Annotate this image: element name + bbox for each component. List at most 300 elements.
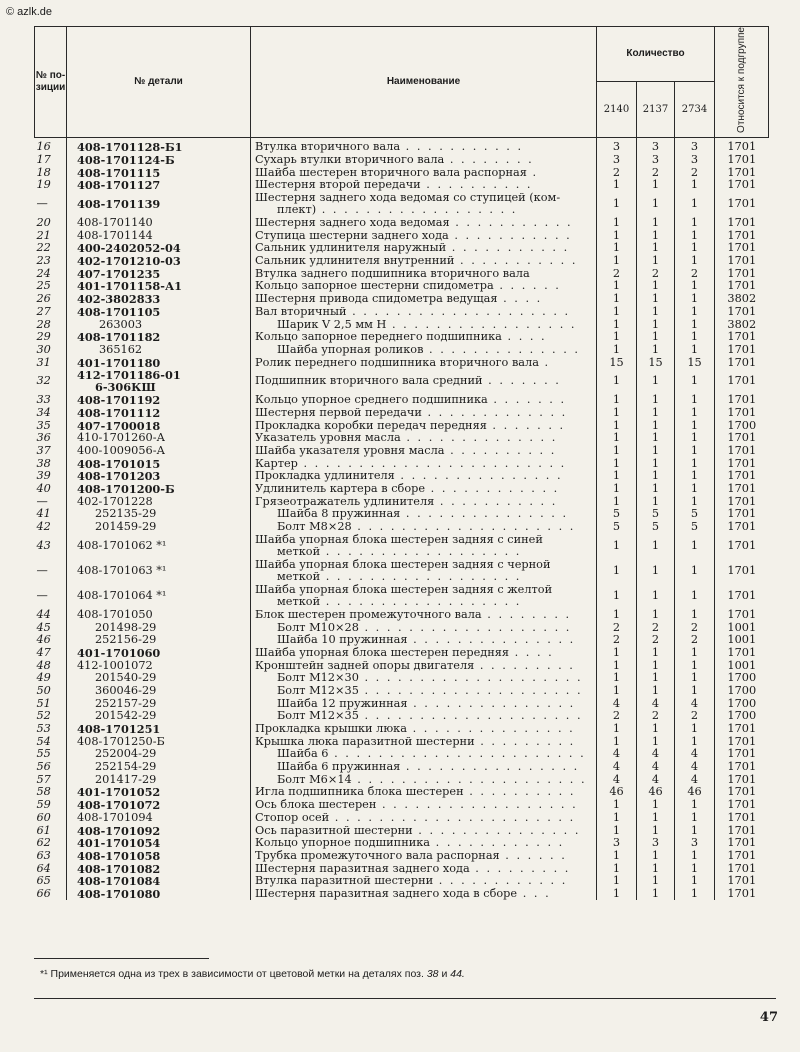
quantity-2137: 15 (637, 356, 675, 369)
quantity-2734: 46 (675, 786, 715, 799)
position-cell: 19 (36, 179, 51, 192)
leader-dots: . . . . . . . (486, 419, 566, 432)
subgroup-cell: 1701 (715, 356, 769, 369)
bearing-code: 6-306КШ (95, 380, 156, 394)
quantity-2140: 1 (597, 647, 637, 660)
part-number-cell: 407-1701235 (67, 267, 251, 280)
position-cell: 47 (36, 646, 51, 659)
part-name-cell (251, 888, 597, 901)
leader-dots: . . . . . . . . . . . . . . . . . . (316, 203, 518, 217)
table-row (35, 748, 769, 761)
part-name-cell (251, 369, 597, 394)
table-row (35, 824, 769, 837)
leader-dots: . . . . . . . . . . . . (433, 874, 568, 888)
part-name-cell (251, 723, 597, 736)
part-name: Шайба шестерен вторичного вала распорная (255, 166, 527, 179)
table-row (35, 786, 769, 799)
table-row (35, 407, 769, 420)
part-name-line2: меткой (277, 595, 321, 608)
subgroup-cell: 1701 (715, 647, 769, 660)
leader-dots: . . . . . . . . . . . . . . . . . . . . . . . . (297, 457, 567, 470)
table-row (35, 735, 769, 748)
quantity-2140: 1 (597, 318, 637, 331)
table-row (35, 621, 769, 634)
part-number-cell: 365162 (67, 344, 251, 357)
part-number-cell: 408-1701139 (67, 192, 251, 217)
leader-dots: . . . . . . . . . (474, 659, 575, 672)
quantity-2140: 1 (597, 445, 637, 458)
position-cell: 50 (36, 684, 51, 697)
quantity-2140: 1 (597, 419, 637, 432)
quantity-2137: 1 (637, 685, 675, 698)
part-number-cell: 408-1701058 (67, 850, 251, 863)
quantity-2734: 2 (675, 166, 715, 179)
part-name-cell (251, 621, 597, 634)
part-name: Трубка промежуточного вала распорная (255, 849, 500, 862)
position-cell: 46 (36, 633, 51, 647)
position-cell: 35 (36, 419, 51, 432)
quantity-2137: 5 (637, 521, 675, 534)
subgroup-cell: 3802 (715, 318, 769, 331)
subgroup-cell: 1701 (715, 229, 769, 242)
quantity-2137: 1 (637, 445, 675, 458)
part-name: Ось блока шестерен (255, 798, 377, 812)
quantity-2140: 1 (597, 875, 637, 888)
leader-dots: . . . . . . . . . (474, 735, 576, 748)
quantity-2137: 1 (637, 255, 675, 268)
quantity-2140: 1 (597, 217, 637, 230)
quantity-2734: 4 (675, 748, 715, 761)
quantity-2734: 1 (675, 419, 715, 432)
leader-dots: . . . . . . . . . . . (446, 242, 570, 255)
quantity-2140: 1 (597, 723, 637, 736)
leader-dots: . . . . . . . . . . . . . . . . . . . . (358, 684, 583, 697)
position-cell: 57 (36, 773, 51, 786)
part-name: Кольцо запорное шестерни спидометра (255, 280, 494, 293)
part-name-cell (251, 634, 597, 647)
part-number-cell: 408-1701192 (67, 394, 251, 407)
part-number-cell: 201540-29 (67, 672, 251, 685)
part-number-cell: 408-1701092 (67, 824, 251, 837)
table-row (35, 306, 769, 319)
position-cell: 48 (36, 659, 51, 672)
header-subgroup: Относится к подгруппе (715, 27, 769, 138)
subgroup-cell: 1701 (715, 154, 769, 167)
leader-dots: . (526, 166, 539, 179)
subgroup-cell: 1701 (715, 166, 769, 179)
part-name-cell (251, 356, 597, 369)
part-name: Шестерня второй передачи (255, 179, 421, 192)
quantity-2137: 1 (637, 394, 675, 407)
leader-dots: . . . . . . . . . . . . . . . . . . . . (358, 671, 583, 685)
quantity-2140: 4 (597, 748, 637, 761)
quantity-2140: 1 (597, 407, 637, 420)
part-name: Шестерня паразитная заднего хода в сборе (255, 887, 518, 900)
part-number-cell: 408-1701251 (67, 723, 251, 736)
leader-dots: . (538, 356, 551, 369)
table-row (35, 318, 769, 331)
part-number-cell: 407-1700018 (67, 419, 251, 432)
quantity-2734: 1 (675, 799, 715, 812)
position-cell: 29 (36, 330, 51, 344)
quantity-2140: 1 (597, 483, 637, 496)
part-number-cell: 408-1701250-Б (67, 735, 251, 748)
leader-dots: . . . . . . . . . . . . . . . (406, 722, 575, 736)
part-name-cell (251, 521, 597, 534)
header-position: № по-зиции (35, 27, 67, 138)
quantity-2137: 2 (637, 267, 675, 280)
subgroup-cell: 1701 (715, 267, 769, 280)
parts-table-body (35, 137, 769, 900)
position-cell: 62 (36, 836, 51, 850)
part-number-cell: 400-1009056-А (67, 445, 251, 458)
subgroup-cell: 1701 (715, 534, 769, 559)
quantity-2137: 1 (637, 850, 675, 863)
quantity-2137: 1 (637, 584, 675, 609)
part-name-cell (251, 445, 597, 458)
leader-dots: . . . . . . . . . . . (400, 140, 524, 154)
position-cell: 66 (36, 887, 51, 900)
table-row (35, 495, 769, 508)
part-name-continuation (255, 596, 596, 608)
part-name: Прокладка коробки передач передняя (255, 419, 487, 432)
part-name: Шестерня первой передачи (255, 406, 422, 419)
table-row (35, 812, 769, 825)
table-row (35, 369, 769, 394)
quantity-2140: 1 (597, 862, 637, 875)
page-bottom-rule (34, 998, 776, 999)
part-name: Игла подшипника блока шестерен (255, 786, 464, 799)
quantity-2734: 4 (675, 697, 715, 710)
quantity-2140: 1 (597, 735, 637, 748)
part-name: Прокладка крышки люка (255, 722, 407, 736)
leader-dots: . . . . . . . . . . (463, 786, 576, 799)
quantity-2140: 1 (597, 672, 637, 685)
subgroup-cell: 1701 (715, 786, 769, 799)
part-name: Грязеотражатель удлинителя (255, 495, 435, 508)
quantity-2140: 1 (597, 394, 637, 407)
quantity-2734: 1 (675, 685, 715, 698)
part-number-cell: 201417-29 (67, 773, 251, 786)
table-row (35, 267, 769, 280)
quantity-2140: 2 (597, 267, 637, 280)
quantity-2734: 3 (675, 154, 715, 167)
table-row (35, 584, 769, 609)
quantity-2137: 1 (637, 534, 675, 559)
part-number-cell: 400-2402052-04 (67, 242, 251, 255)
quantity-2137: 1 (637, 799, 675, 812)
quantity-2137: 1 (637, 407, 675, 420)
part-name: Шайба упорная блока шестерен задняя с желтой (255, 583, 553, 596)
leader-dots: . . . . . . . . . . . . . . . . . . . . (351, 520, 576, 534)
quantity-2140: 1 (597, 799, 637, 812)
position-cell: 25 (36, 280, 51, 293)
part-name: Болт М12×30 (277, 671, 359, 685)
part-name: Втулка паразитной шестерни (255, 874, 434, 888)
quantity-2140: 1 (597, 685, 637, 698)
part-number-cell: 252157-29 (67, 697, 251, 710)
position-cell: 32 (36, 374, 51, 388)
part-number-cell: 252154-29 (67, 761, 251, 774)
subgroup-cell: 1701 (715, 280, 769, 293)
part-number-cell: 252004-29 (67, 748, 251, 761)
position-cell: 52 (36, 710, 51, 723)
quantity-2734: 1 (675, 179, 715, 192)
table-row (35, 217, 769, 230)
leader-dots: . . . . . . . . (444, 153, 534, 166)
quantity-2140: 1 (597, 888, 637, 901)
position-cell: 45 (36, 621, 51, 634)
leader-dots: . . . . . . . . . . . . . . . (400, 508, 569, 521)
position-cell: 39 (36, 470, 51, 483)
leader-dots: . . . . . . . . . . . . . . . (412, 824, 581, 837)
subgroup-cell: 1701 (715, 799, 769, 812)
quantity-2137: 1 (637, 659, 675, 672)
position-cell: 58 (36, 786, 51, 799)
position-cell: — (36, 495, 48, 508)
part-name-cell (251, 457, 597, 470)
quantity-2734: 1 (675, 812, 715, 825)
table-row (35, 559, 769, 584)
quantity-2734: 1 (675, 394, 715, 407)
header-name: Наименование (251, 27, 597, 138)
position-cell: 53 (36, 722, 51, 736)
subgroup-cell: 1701 (715, 850, 769, 863)
quantity-2734: 1 (675, 470, 715, 483)
part-name: Вал вторичный (255, 305, 347, 318)
subgroup-cell: 1701 (715, 394, 769, 407)
position-cell: 42 (36, 520, 51, 534)
subgroup-cell: 1701 (715, 255, 769, 268)
header-model-2137: 2137 (637, 82, 675, 137)
position-cell: 20 (36, 216, 51, 230)
subgroup-cell: 1700 (715, 710, 769, 723)
part-name: Шайба упорная блока шестерен задняя с синей (255, 533, 543, 546)
part-name: Ступица шестерни заднего хода (255, 229, 449, 242)
part-name: Шайба упорная блока шестерен передняя (255, 646, 509, 659)
leader-dots: . . . . . . . . . . . . . . . . . . (320, 595, 522, 608)
position-cell: 28 (36, 318, 51, 331)
part-name: Шарик V 2,5 мм Н (277, 318, 387, 331)
subgroup-cell: 1701 (715, 137, 769, 153)
part-name-cell (251, 534, 597, 559)
quantity-2140: 1 (597, 609, 637, 622)
leader-dots: . . . . . . . . . . . . . . (400, 432, 558, 445)
leader-dots: . . . . . . . . . . . . . . . (407, 697, 576, 710)
subgroup-cell: 1701 (715, 306, 769, 319)
subgroup-cell: 1701 (715, 748, 769, 761)
position-cell: 31 (36, 356, 51, 369)
quantity-2140: 1 (597, 344, 637, 357)
part-name: Кронштейн задней опоры двигателя (255, 659, 475, 672)
part-name-cell (251, 697, 597, 710)
part-name-cell (251, 255, 597, 268)
quantity-2137: 1 (637, 293, 675, 306)
leader-dots: . . . . . . . . . . . (449, 216, 573, 230)
quantity-2137: 1 (637, 723, 675, 736)
quantity-2734: 1 (675, 432, 715, 445)
part-name-cell (251, 483, 597, 496)
part-name-cell (251, 773, 597, 786)
leader-dots: . . . . . . . . . . (420, 179, 533, 192)
table-row (35, 457, 769, 470)
part-name-cell (251, 875, 597, 888)
quantity-2137: 1 (637, 179, 675, 192)
part-name-cell (251, 559, 597, 584)
quantity-2734: 1 (675, 242, 715, 255)
quantity-2734: 15 (675, 356, 715, 369)
leader-dots: . . . . . . . . . . . . . (421, 406, 568, 419)
part-name-cell (251, 280, 597, 293)
quantity-2137: 1 (637, 495, 675, 508)
table-row (35, 229, 769, 242)
quantity-2734: 1 (675, 280, 715, 293)
leader-dots: . . . . . . (499, 849, 567, 862)
leader-dots: . . . . . . . . . . . . . . . . . . . . . (351, 773, 587, 786)
part-number-cell: 402-1701228 (67, 495, 251, 508)
quantity-2140: 4 (597, 697, 637, 710)
quantity-2734: 1 (675, 672, 715, 685)
table-row (35, 672, 769, 685)
part-name-cell (251, 647, 597, 660)
part-name-cell (251, 137, 597, 153)
part-name: Ролик переднего подшипника вторичного вала (255, 356, 539, 369)
subgroup-cell: 1701 (715, 723, 769, 736)
quantity-2140: 1 (597, 306, 637, 319)
position-cell: 36 (36, 432, 51, 445)
table-row (35, 432, 769, 445)
table-row (35, 888, 769, 901)
footnote-divider (34, 958, 209, 959)
part-number-cell: 408-1701128-Б1 (67, 137, 251, 153)
quantity-2734: 3 (675, 137, 715, 153)
quantity-2137: 1 (637, 824, 675, 837)
part-name-cell (251, 862, 597, 875)
quantity-2734: 1 (675, 445, 715, 458)
position-cell: 21 (36, 229, 51, 242)
part-name-cell (251, 318, 597, 331)
subgroup-cell: 1701 (715, 862, 769, 875)
leader-dots: . . . . . . . . . . . (434, 495, 558, 508)
quantity-2137: 1 (637, 280, 675, 293)
leader-dots: . . . . . . . . . . . . . . . (394, 470, 563, 483)
leader-dots: . . . . . . . (487, 393, 567, 407)
part-name: Шестерня заднего хода ведомая (255, 216, 450, 230)
part-name: Шестерня привода спидометра ведущая (255, 292, 498, 306)
part-number-cell: 408-1701140 (67, 217, 251, 230)
quantity-2734: 1 (675, 609, 715, 622)
quantity-2140: 46 (597, 786, 637, 799)
table-row (35, 166, 769, 179)
part-name-cell (251, 229, 597, 242)
quantity-2137: 2 (637, 710, 675, 723)
part-name: Подшипник вторичного вала средний (255, 374, 483, 388)
quantity-2734: 5 (675, 508, 715, 521)
leader-dots: . . . . . . . . . . (444, 444, 557, 458)
header-quantity: Количество (597, 27, 715, 82)
quantity-2734: 1 (675, 862, 715, 875)
quantity-2140: 1 (597, 470, 637, 483)
part-name-cell (251, 242, 597, 255)
table-row (35, 483, 769, 496)
quantity-2140: 4 (597, 761, 637, 774)
quantity-2140: 1 (597, 192, 637, 217)
part-name: Сальник удлинителя внутренний (255, 254, 455, 268)
quantity-2137: 4 (637, 697, 675, 710)
part-name-cell (251, 748, 597, 761)
part-number-cell: 408-1701082 (67, 862, 251, 875)
part-name-cell (251, 166, 597, 179)
quantity-2140: 1 (597, 559, 637, 584)
table-row (35, 255, 769, 268)
part-name-cell (251, 419, 597, 432)
position-cell: — (36, 197, 48, 211)
quantity-2734: 1 (675, 457, 715, 470)
header-model-2140: 2140 (597, 82, 637, 137)
part-name-cell (251, 407, 597, 420)
table-row (35, 470, 769, 483)
part-name-cell (251, 812, 597, 825)
position-cell: — (36, 589, 48, 602)
subgroup-cell: 1700 (715, 672, 769, 685)
part-name-cell (251, 344, 597, 357)
part-name: Шайба упорная блока шестерен задняя с черной (255, 558, 551, 571)
footnote-mark: *¹ (40, 968, 48, 980)
quantity-2734: 1 (675, 192, 715, 217)
table-row (35, 685, 769, 698)
subgroup-cell: 1701 (715, 521, 769, 534)
part-number-cell: 408-1701094 (67, 812, 251, 825)
subgroup-cell: 1701 (715, 217, 769, 230)
part-name-cell (251, 217, 597, 230)
table-row (35, 862, 769, 875)
leader-dots: . . . . . . . . . . . . (425, 482, 560, 496)
part-number-cell: 408-1701127 (67, 179, 251, 192)
quantity-2734: 1 (675, 483, 715, 496)
leader-dots: . . . . (501, 330, 547, 344)
quantity-2140: 1 (597, 495, 637, 508)
subgroup-cell: 1701 (715, 812, 769, 825)
header-model-2734: 2734 (675, 82, 715, 137)
part-name: Указатель уровня масла (255, 432, 401, 445)
quantity-2137: 46 (637, 786, 675, 799)
quantity-2140: 1 (597, 229, 637, 242)
quantity-2140: 2 (597, 710, 637, 723)
part-name: Болт М12×35 (277, 684, 359, 697)
subgroup-cell: 1001 (715, 621, 769, 634)
leader-dots: . . . . . . . . . . . (454, 254, 578, 268)
quantity-2140: 15 (597, 356, 637, 369)
position-cell: 43 (36, 539, 51, 552)
table-row (35, 837, 769, 850)
leader-dots: . . . . . . . . . . . . . . . . . (386, 318, 577, 331)
part-name-cell (251, 584, 597, 609)
table-row (35, 723, 769, 736)
part-name-cell (251, 761, 597, 774)
part-name: Удлинитель картера в сборе (255, 482, 426, 496)
position-cell: 64 (36, 862, 51, 875)
position-cell: 63 (36, 849, 51, 862)
subgroup-cell: 1701 (715, 761, 769, 774)
quantity-2734: 2 (675, 710, 715, 723)
part-name-line2: плект) (277, 203, 317, 217)
quantity-2734: 1 (675, 559, 715, 584)
quantity-2140: 3 (597, 837, 637, 850)
part-name: Болт М6×14 (277, 773, 352, 786)
subgroup-cell: 1701 (715, 735, 769, 748)
part-number-cell: 402-1701210-03 (67, 255, 251, 268)
part-name-cell (251, 710, 597, 723)
